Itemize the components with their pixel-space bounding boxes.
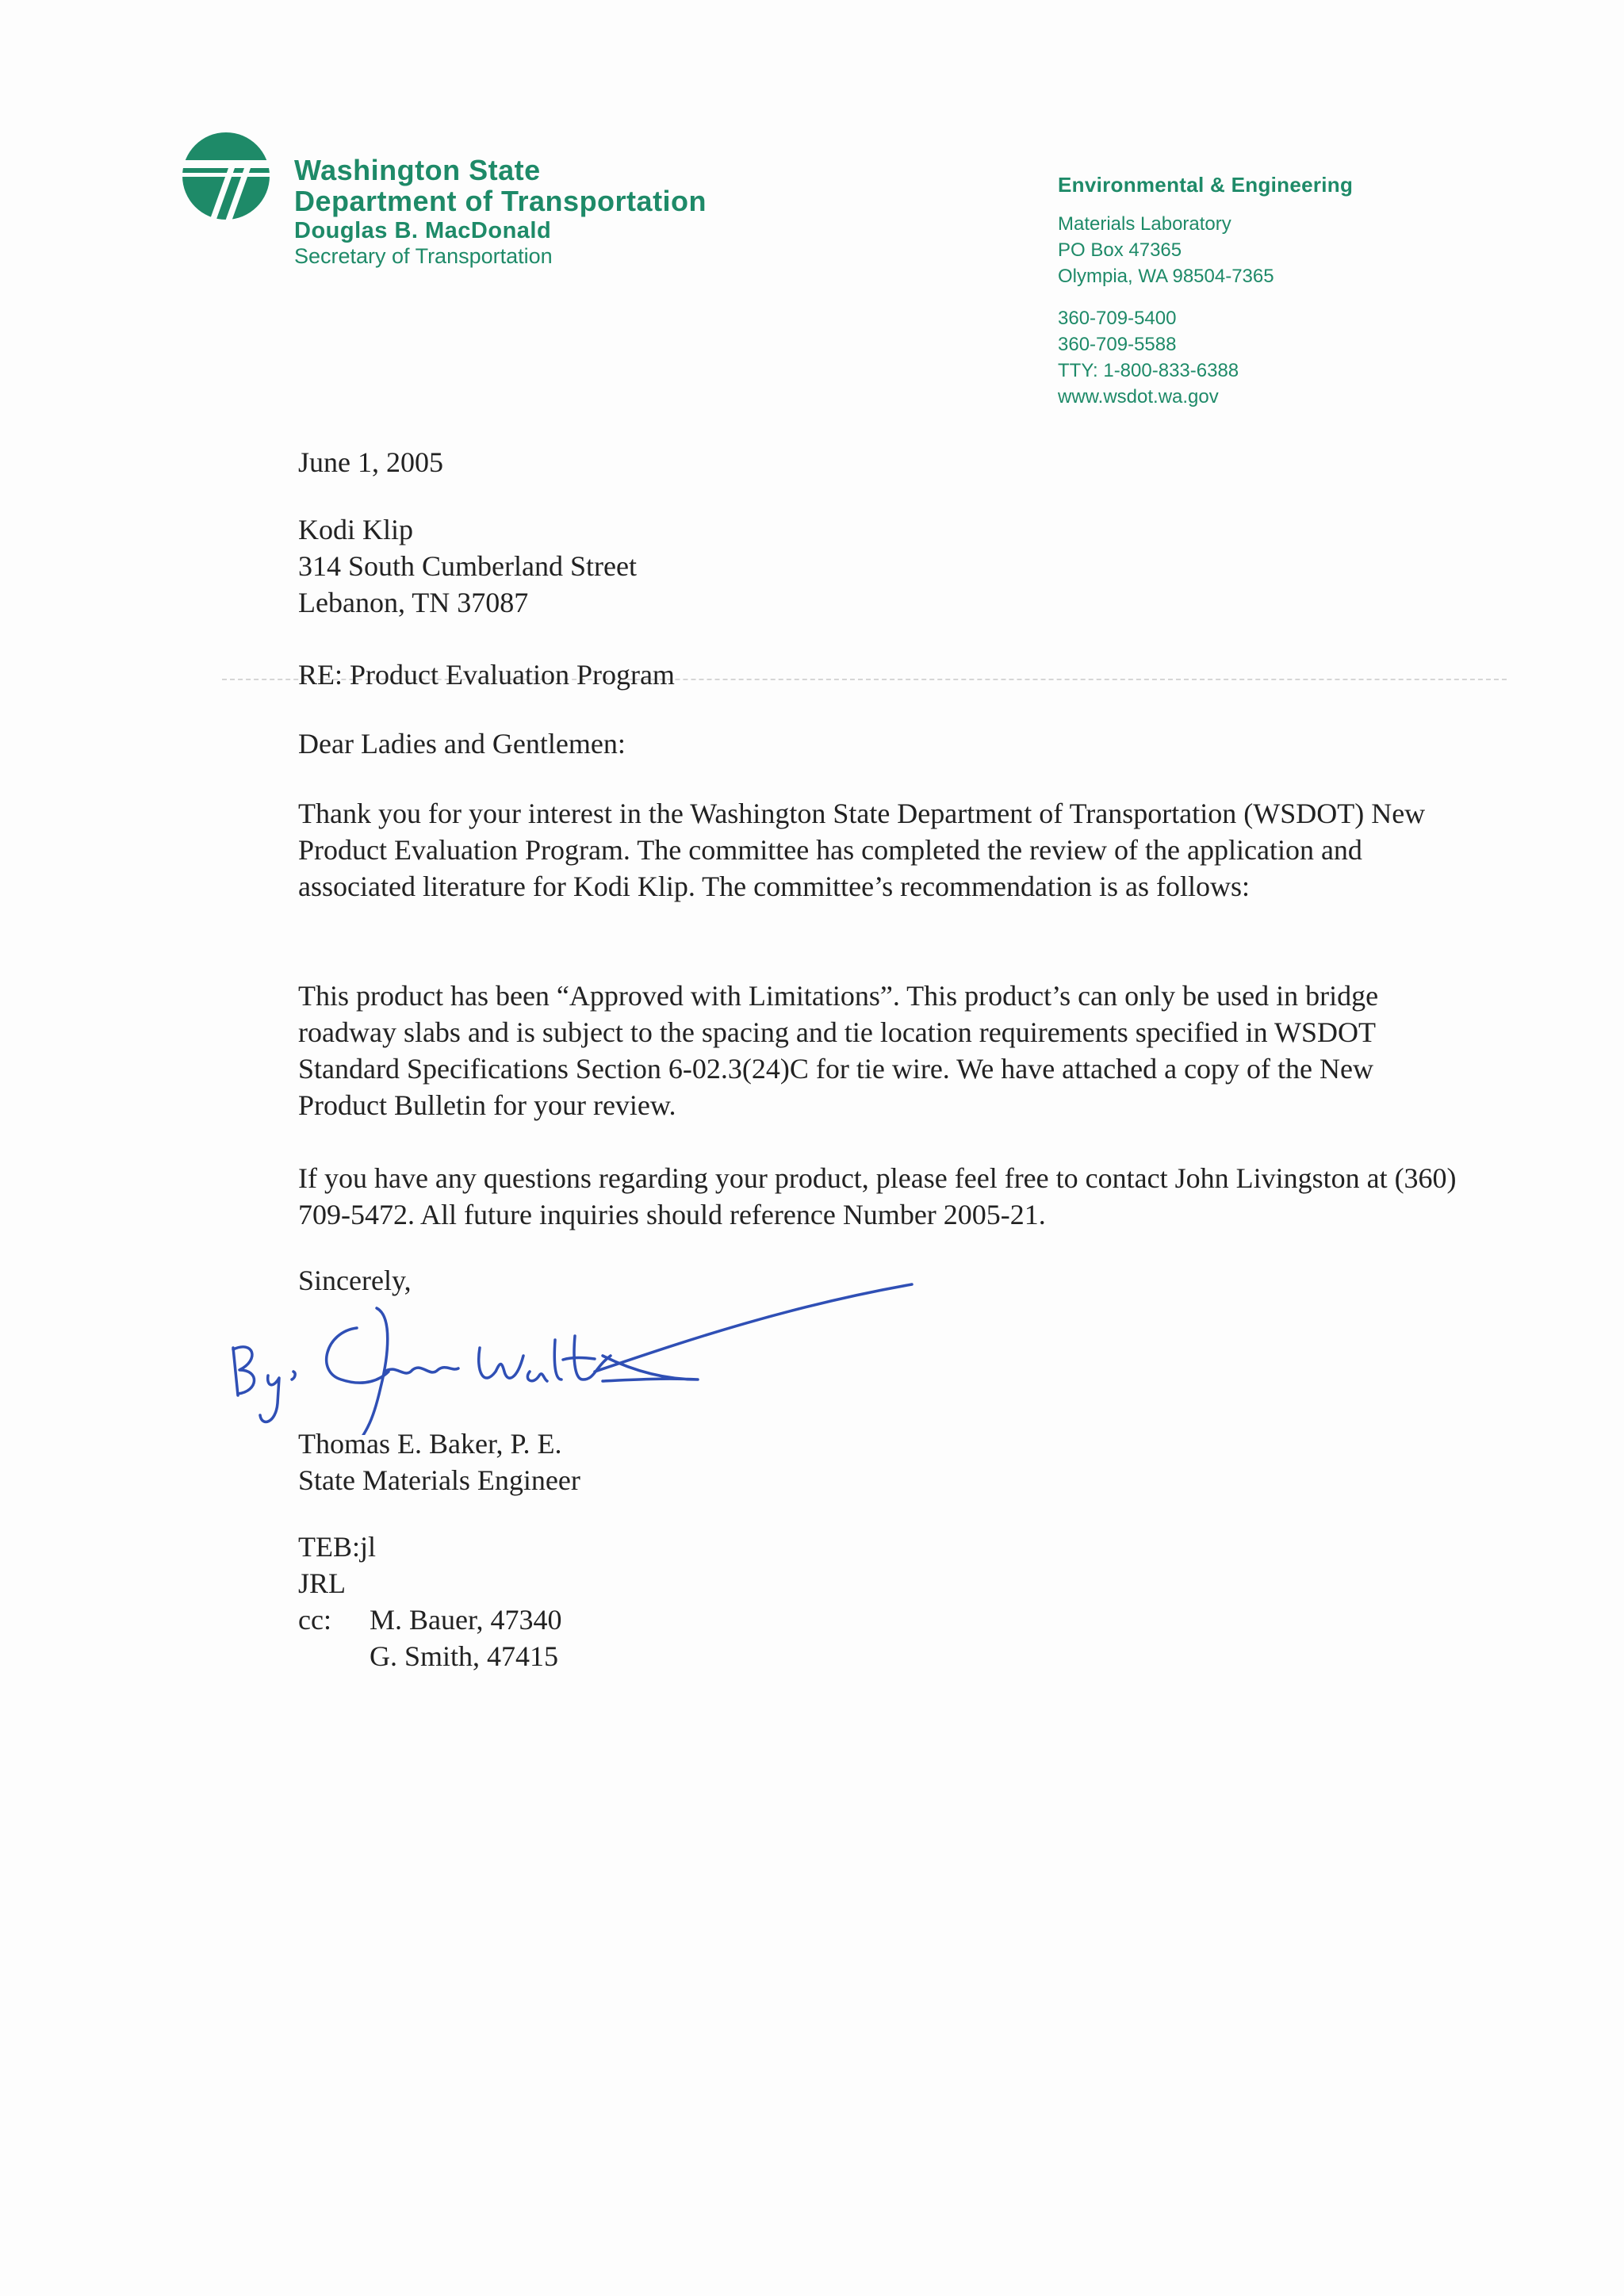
- phone-line: 360-709-5588: [1058, 334, 1177, 355]
- org-name-line1: Washington State: [294, 154, 541, 186]
- contact-block: [1058, 173, 1353, 410]
- reference-initials: [298, 1529, 376, 1565]
- cc-label: cc:: [298, 1604, 331, 1636]
- handwritten-signature: [222, 1261, 936, 1435]
- organization-block: [294, 155, 707, 269]
- recipient-name: Kodi Klip: [298, 514, 414, 545]
- body-paragraph: If you have any questions regarding your product, please feel free to contact John Livingston at (360) 709-5472. All future inquiries should reference Number 2005-21.: [298, 1162, 1457, 1230]
- signer-name: Thomas E. Baker, P. E.: [298, 1428, 562, 1460]
- address-line: Olympia, WA 98504-7365: [1058, 266, 1274, 287]
- closing: Sincerely,: [298, 1265, 412, 1296]
- tty-line: TTY: 1-800-833-6388: [1058, 360, 1239, 381]
- salutation: Dear Ladies and Gentlemen:: [298, 728, 626, 760]
- letter-date: June 1, 2005: [298, 446, 443, 478]
- signer-title: State Materials Engineer: [298, 1464, 580, 1496]
- secondary-initials: JRL: [298, 1567, 347, 1599]
- body-paragraph: This product has been “Approved with Limitations”. This product’s can only be used in bridge roadway slabs and is subject to the spacing and tie location requirements specified in WSDOT Standard Specifications Section 6-02.3(24)C for tie wire. We have attached a copy of the New Product Bulletin for your review.: [298, 980, 1379, 1121]
- cc-recipient: M. Bauer, 47340: [370, 1604, 562, 1636]
- recipient-street: 314 South Cumberland Street: [298, 550, 637, 582]
- secretary-name: Douglas B. MacDonald: [294, 218, 552, 243]
- cc-block: [298, 1601, 562, 1674]
- body-paragraph: Thank you for your interest in the Washington State Department of Transportation (WSDOT) New Product Evaluation Program. The committee has completed the review of the application and associated literature for Kodi Klip. The committee’s recommendation is as follows:: [298, 798, 1426, 902]
- recipient-address: [298, 511, 637, 621]
- secretary-title: Secretary of Transportation: [294, 244, 553, 268]
- cc-list: [370, 1601, 562, 1674]
- typist-initials: TEB:jl: [298, 1531, 376, 1563]
- recipient-city: Lebanon, TN 37087: [298, 587, 529, 618]
- reference-initials-2: [298, 1565, 346, 1601]
- website-link[interactable]: www.wsdot.wa.gov: [1058, 386, 1219, 408]
- wsdot-logo-icon: [181, 131, 271, 221]
- subject-line: RE: Product Evaluation Program: [298, 659, 675, 691]
- signer-block: [298, 1425, 580, 1498]
- department-name: Environmental & Engineering: [1058, 173, 1354, 197]
- phone-line: 360-709-5400: [1058, 308, 1177, 329]
- cc-recipient: G. Smith, 47415: [370, 1640, 559, 1672]
- address-line: Materials Laboratory: [1058, 213, 1231, 235]
- org-name-line2: Department of Transportation: [294, 185, 707, 217]
- address-line: PO Box 47365: [1058, 239, 1182, 261]
